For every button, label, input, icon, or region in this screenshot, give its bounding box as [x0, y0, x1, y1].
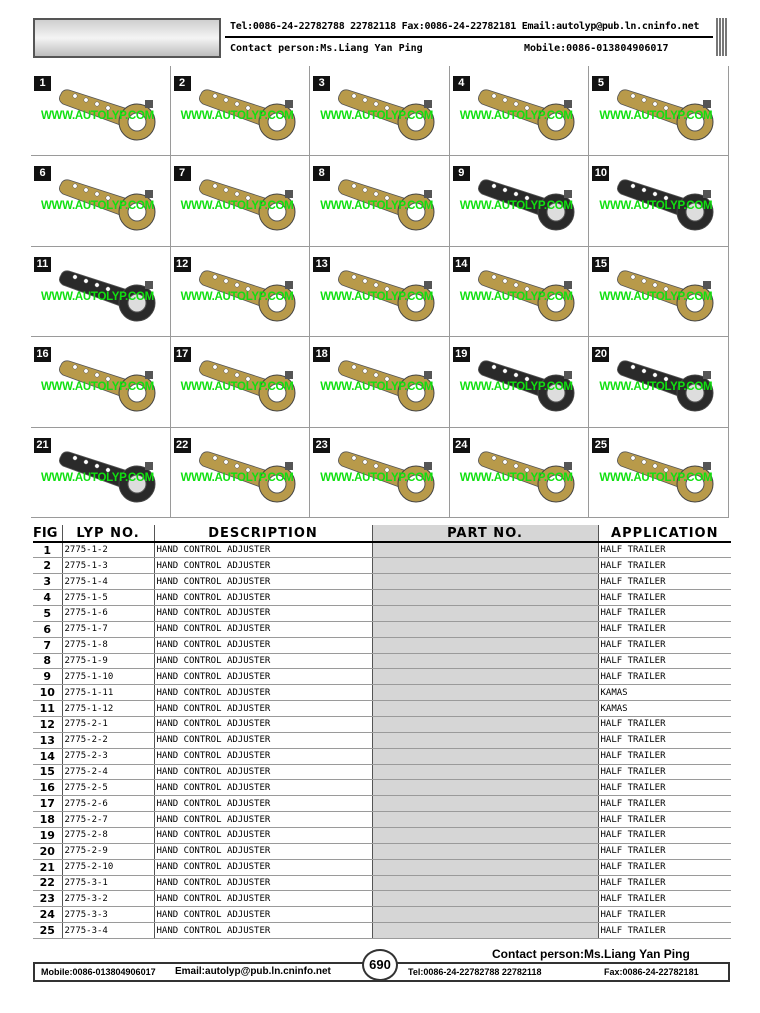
- cell-lyp-no: 2775-3-4: [62, 923, 154, 939]
- watermark-text: WWW.AUTOLYP.COM: [41, 471, 154, 484]
- cell-fig: 1: [33, 542, 62, 558]
- cell-description: HAND CONTROL ADJUSTER: [154, 542, 372, 558]
- cell-part-no: [372, 590, 598, 606]
- fig-number-badge: 21: [34, 438, 51, 453]
- cell-fig: 5: [33, 605, 62, 621]
- cell-description: HAND CONTROL ADJUSTER: [154, 923, 372, 939]
- cell-fig: 7: [33, 637, 62, 653]
- cell-part-no: [372, 796, 598, 812]
- cell-part-no: [372, 701, 598, 717]
- product-photo-cell: [310, 66, 450, 156]
- table-row: [33, 590, 731, 606]
- cell-application: KAMAS: [598, 701, 731, 717]
- table-row: [33, 637, 731, 653]
- cell-fig: 12: [33, 716, 62, 732]
- table-row: [33, 843, 731, 859]
- cell-application: HALF TRAILER: [598, 590, 731, 606]
- cell-application: HALF TRAILER: [598, 748, 731, 764]
- cell-lyp-no: 2775-2-7: [62, 812, 154, 828]
- product-photo-cell: [589, 66, 729, 156]
- cell-application: HALF TRAILER: [598, 669, 731, 685]
- product-photo-cell: [171, 156, 311, 246]
- fig-number-badge: 10: [592, 166, 609, 181]
- cell-lyp-no: 2775-1-3: [62, 558, 154, 574]
- footer-tel: Tel:0086-24-22782788 22782118: [408, 967, 542, 977]
- cell-fig: 24: [33, 907, 62, 923]
- cell-application: KAMAS: [598, 685, 731, 701]
- watermark-text: WWW.AUTOLYP.COM: [180, 381, 294, 394]
- watermark-text: WWW.AUTOLYP.COM: [459, 381, 573, 394]
- cell-fig: 13: [33, 732, 62, 748]
- cell-fig: 22: [33, 875, 62, 891]
- cell-lyp-no: 2775-2-5: [62, 780, 154, 796]
- cell-fig: 21: [33, 859, 62, 875]
- cell-lyp-no: 2775-2-6: [62, 796, 154, 812]
- fig-number-badge: 17: [174, 347, 191, 362]
- watermark-text: WWW.AUTOLYP.COM: [599, 471, 713, 484]
- watermark-text: WWW.AUTOLYP.COM: [320, 110, 434, 122]
- cell-description: HAND CONTROL ADJUSTER: [154, 605, 372, 621]
- cell-part-no: [372, 605, 598, 621]
- cell-description: HAND CONTROL ADJUSTER: [154, 732, 372, 748]
- watermark-text: WWW.AUTOLYP.COM: [41, 290, 154, 303]
- cell-application: HALF TRAILER: [598, 716, 731, 732]
- cell-description: HAND CONTROL ADJUSTER: [154, 637, 372, 653]
- cell-part-no: [372, 923, 598, 939]
- table-row: [33, 732, 731, 748]
- cell-part-no: [372, 875, 598, 891]
- cell-part-no: [372, 653, 598, 669]
- table-row: [33, 875, 731, 891]
- table-row: [33, 796, 731, 812]
- cell-description: HAND CONTROL ADJUSTER: [154, 558, 372, 574]
- cell-description: HAND CONTROL ADJUSTER: [154, 764, 372, 780]
- fig-number-badge: 12: [174, 257, 191, 272]
- cell-application: HALF TRAILER: [598, 859, 731, 875]
- cell-application: HALF TRAILER: [598, 843, 731, 859]
- cell-part-no: [372, 558, 598, 574]
- cell-description: HAND CONTROL ADJUSTER: [154, 812, 372, 828]
- watermark-text: WWW.AUTOLYP.COM: [180, 110, 294, 122]
- table-row: [33, 605, 731, 621]
- cell-fig: 8: [33, 653, 62, 669]
- table-row: [33, 859, 731, 875]
- table-row: [33, 748, 731, 764]
- cell-lyp-no: 2775-2-4: [62, 764, 154, 780]
- cell-description: HAND CONTROL ADJUSTER: [154, 685, 372, 701]
- cell-lyp-no: 2775-2-8: [62, 827, 154, 843]
- watermark-text: WWW.AUTOLYP.COM: [180, 200, 294, 213]
- header-logo-box: [33, 18, 221, 58]
- cell-description: HAND CONTROL ADJUSTER: [154, 843, 372, 859]
- page-number: 690: [362, 949, 398, 981]
- table-row: [33, 669, 731, 685]
- cell-part-no: [372, 907, 598, 923]
- product-photo-cell: [450, 247, 590, 337]
- cell-application: HALF TRAILER: [598, 907, 731, 923]
- fig-number-badge: 13: [313, 257, 330, 272]
- cell-lyp-no: 2775-2-1: [62, 716, 154, 732]
- table-row: [33, 923, 731, 939]
- cell-description: HAND CONTROL ADJUSTER: [154, 780, 372, 796]
- watermark-text: WWW.AUTOLYP.COM: [320, 381, 434, 394]
- fig-number-badge: 7: [174, 166, 191, 181]
- fig-number-badge: 22: [174, 438, 191, 453]
- header-mobile: Mobile:0086-013804906017: [524, 43, 669, 54]
- cell-application: HALF TRAILER: [598, 574, 731, 590]
- cell-part-no: [372, 859, 598, 875]
- fig-number-badge: 4: [453, 76, 470, 91]
- fig-number-badge: 8: [313, 166, 330, 181]
- cell-fig: 19: [33, 827, 62, 843]
- product-photo-cell: [589, 337, 729, 427]
- cell-description: HAND CONTROL ADJUSTER: [154, 669, 372, 685]
- cell-lyp-no: 2775-1-4: [62, 574, 154, 590]
- table-row: [33, 780, 731, 796]
- cell-fig: 2: [33, 558, 62, 574]
- cell-application: HALF TRAILER: [598, 542, 731, 558]
- cell-description: HAND CONTROL ADJUSTER: [154, 621, 372, 637]
- watermark-text: WWW.AUTOLYP.COM: [320, 290, 434, 303]
- footer-email: Email:autolyp@pub.ln.cninfo.net: [175, 966, 331, 977]
- cell-part-no: [372, 748, 598, 764]
- watermark-text: WWW.AUTOLYP.COM: [180, 290, 294, 303]
- cell-lyp-no: 2775-3-2: [62, 891, 154, 907]
- cell-application: HALF TRAILER: [598, 653, 731, 669]
- cell-lyp-no: 2775-3-1: [62, 875, 154, 891]
- col-app-header: APPLICATION: [598, 525, 731, 542]
- footer-contact: Contact person:Ms.Liang Yan Ping: [492, 947, 690, 961]
- product-photo-cell: [450, 337, 590, 427]
- watermark-text: WWW.AUTOLYP.COM: [41, 381, 154, 394]
- product-photo-cell: [450, 66, 590, 156]
- cell-application: HALF TRAILER: [598, 827, 731, 843]
- cell-fig: 17: [33, 796, 62, 812]
- watermark-text: WWW.AUTOLYP.COM: [599, 200, 713, 213]
- cell-lyp-no: 2775-1-11: [62, 685, 154, 701]
- cell-lyp-no: 2775-1-5: [62, 590, 154, 606]
- product-photo-cell: [31, 428, 171, 518]
- watermark-text: WWW.AUTOLYP.COM: [599, 290, 713, 303]
- watermark-text: WWW.AUTOLYP.COM: [459, 110, 573, 122]
- product-photo-cell: [310, 156, 450, 246]
- cell-fig: 6: [33, 621, 62, 637]
- fig-number-badge: 1: [34, 76, 51, 91]
- watermark-text: WWW.AUTOLYP.COM: [599, 381, 713, 394]
- cell-description: HAND CONTROL ADJUSTER: [154, 653, 372, 669]
- cell-part-no: [372, 574, 598, 590]
- product-photo-grid: [31, 66, 729, 518]
- fig-number-badge: 9: [453, 166, 470, 181]
- product-photo-cell: [589, 156, 729, 246]
- fig-number-badge: 23: [313, 438, 330, 453]
- table-row: [33, 716, 731, 732]
- fig-number-badge: 16: [34, 347, 51, 362]
- cell-application: HALF TRAILER: [598, 923, 731, 939]
- product-photo-cell: [171, 66, 311, 156]
- fig-number-badge: 15: [592, 257, 609, 272]
- fig-number-badge: 3: [313, 76, 330, 91]
- cell-lyp-no: 2775-1-8: [62, 637, 154, 653]
- cell-lyp-no: 2775-2-9: [62, 843, 154, 859]
- fig-number-badge: 5: [592, 76, 609, 91]
- table-row: [33, 827, 731, 843]
- parts-table: [33, 525, 731, 939]
- product-photo-cell: [450, 156, 590, 246]
- cell-part-no: [372, 843, 598, 859]
- table-row: [33, 574, 731, 590]
- cell-lyp-no: 2775-2-3: [62, 748, 154, 764]
- cell-application: HALF TRAILER: [598, 764, 731, 780]
- cell-lyp-no: 2775-1-6: [62, 605, 154, 621]
- cell-description: HAND CONTROL ADJUSTER: [154, 796, 372, 812]
- product-photo-cell: [31, 337, 171, 427]
- cell-part-no: [372, 716, 598, 732]
- cell-application: HALF TRAILER: [598, 891, 731, 907]
- product-photo-cell: [31, 247, 171, 337]
- cell-fig: 16: [33, 780, 62, 796]
- table-row: [33, 764, 731, 780]
- product-photo-cell: [171, 247, 311, 337]
- cell-description: HAND CONTROL ADJUSTER: [154, 574, 372, 590]
- col-part-header: PART NO.: [372, 525, 598, 542]
- col-desc-header: DESCRIPTION: [154, 525, 372, 542]
- fig-number-badge: 24: [453, 438, 470, 453]
- cell-application: HALF TRAILER: [598, 637, 731, 653]
- cell-fig: 9: [33, 669, 62, 685]
- cell-fig: 20: [33, 843, 62, 859]
- cell-application: HALF TRAILER: [598, 621, 731, 637]
- cell-part-no: [372, 812, 598, 828]
- table-row: [33, 621, 731, 637]
- fig-number-badge: 19: [453, 347, 470, 362]
- cell-part-no: [372, 780, 598, 796]
- cell-fig: 10: [33, 685, 62, 701]
- col-lyp-header: LYP NO.: [62, 525, 154, 542]
- product-photo-cell: [310, 337, 450, 427]
- cell-application: HALF TRAILER: [598, 812, 731, 828]
- cell-application: HALF TRAILER: [598, 796, 731, 812]
- cell-lyp-no: 2775-1-7: [62, 621, 154, 637]
- cell-part-no: [372, 764, 598, 780]
- cell-description: HAND CONTROL ADJUSTER: [154, 907, 372, 923]
- cell-application: HALF TRAILER: [598, 780, 731, 796]
- watermark-text: WWW.AUTOLYP.COM: [459, 471, 573, 484]
- cell-part-no: [372, 732, 598, 748]
- table-header-row: [33, 525, 731, 542]
- cell-fig: 23: [33, 891, 62, 907]
- cell-part-no: [372, 637, 598, 653]
- cell-application: HALF TRAILER: [598, 558, 731, 574]
- watermark-text: WWW.AUTOLYP.COM: [41, 200, 154, 213]
- cell-part-no: [372, 621, 598, 637]
- cell-fig: 3: [33, 574, 62, 590]
- watermark-text: WWW.AUTOLYP.COM: [459, 290, 573, 303]
- cell-part-no: [372, 542, 598, 558]
- product-photo-cell: [450, 428, 590, 518]
- fig-number-badge: 20: [592, 347, 609, 362]
- table-row: [33, 891, 731, 907]
- cell-lyp-no: 2775-3-3: [62, 907, 154, 923]
- header-rule: [225, 36, 713, 38]
- footer-fax: Fax:0086-24-22782181: [604, 967, 699, 977]
- product-photo-cell: [310, 247, 450, 337]
- fig-number-badge: 18: [313, 347, 330, 362]
- cell-fig: 14: [33, 748, 62, 764]
- product-photo-cell: [589, 247, 729, 337]
- cell-part-no: [372, 891, 598, 907]
- header-barcode-decoration: [716, 18, 728, 56]
- fig-number-badge: 14: [453, 257, 470, 272]
- cell-part-no: [372, 669, 598, 685]
- fig-number-badge: 6: [34, 166, 51, 181]
- cell-fig: 11: [33, 701, 62, 717]
- table-row: [33, 558, 731, 574]
- fig-number-badge: 25: [592, 438, 609, 453]
- cell-lyp-no: 2775-1-2: [62, 542, 154, 558]
- cell-lyp-no: 2775-1-12: [62, 701, 154, 717]
- product-photo-cell: [589, 428, 729, 518]
- watermark-text: WWW.AUTOLYP.COM: [41, 110, 154, 122]
- watermark-text: WWW.AUTOLYP.COM: [459, 200, 573, 213]
- cell-description: HAND CONTROL ADJUSTER: [154, 859, 372, 875]
- cell-lyp-no: 2775-1-9: [62, 653, 154, 669]
- watermark-text: WWW.AUTOLYP.COM: [320, 471, 434, 484]
- product-photo-cell: [171, 428, 311, 518]
- cell-fig: 25: [33, 923, 62, 939]
- cell-description: HAND CONTROL ADJUSTER: [154, 590, 372, 606]
- cell-description: HAND CONTROL ADJUSTER: [154, 827, 372, 843]
- watermark-text: WWW.AUTOLYP.COM: [180, 471, 294, 484]
- fig-number-badge: 11: [34, 257, 51, 272]
- cell-lyp-no: 2775-2-10: [62, 859, 154, 875]
- table-row: [33, 701, 731, 717]
- cell-part-no: [372, 827, 598, 843]
- header-tel-line: Tel:0086-24-22782788 22782118 Fax:0086-24-22782181 Email:autolyp@pub.ln.cninfo.net: [230, 21, 700, 32]
- header-contact: Contact person:Ms.Liang Yan Ping: [230, 43, 423, 54]
- table-row: [33, 907, 731, 923]
- cell-part-no: [372, 685, 598, 701]
- cell-description: HAND CONTROL ADJUSTER: [154, 748, 372, 764]
- watermark-text: WWW.AUTOLYP.COM: [599, 110, 713, 122]
- table-row: [33, 685, 731, 701]
- footer-mobile: Mobile:0086-013804906017: [41, 967, 156, 977]
- product-photo-cell: [31, 156, 171, 246]
- cell-lyp-no: 2775-1-10: [62, 669, 154, 685]
- cell-application: HALF TRAILER: [598, 875, 731, 891]
- cell-fig: 15: [33, 764, 62, 780]
- cell-description: HAND CONTROL ADJUSTER: [154, 875, 372, 891]
- table-row: [33, 653, 731, 669]
- col-fig-header: FIG: [33, 525, 62, 542]
- cell-description: HAND CONTROL ADJUSTER: [154, 716, 372, 732]
- product-photo-cell: [310, 428, 450, 518]
- cell-description: HAND CONTROL ADJUSTER: [154, 891, 372, 907]
- table-row: [33, 542, 731, 558]
- fig-number-badge: 2: [174, 76, 191, 91]
- product-photo-cell: [171, 337, 311, 427]
- cell-description: HAND CONTROL ADJUSTER: [154, 701, 372, 717]
- cell-application: HALF TRAILER: [598, 605, 731, 621]
- watermark-text: WWW.AUTOLYP.COM: [320, 200, 434, 213]
- cell-application: HALF TRAILER: [598, 732, 731, 748]
- cell-lyp-no: 2775-2-2: [62, 732, 154, 748]
- cell-fig: 4: [33, 590, 62, 606]
- table-row: [33, 812, 731, 828]
- cell-fig: 18: [33, 812, 62, 828]
- product-photo-cell: [31, 66, 171, 156]
